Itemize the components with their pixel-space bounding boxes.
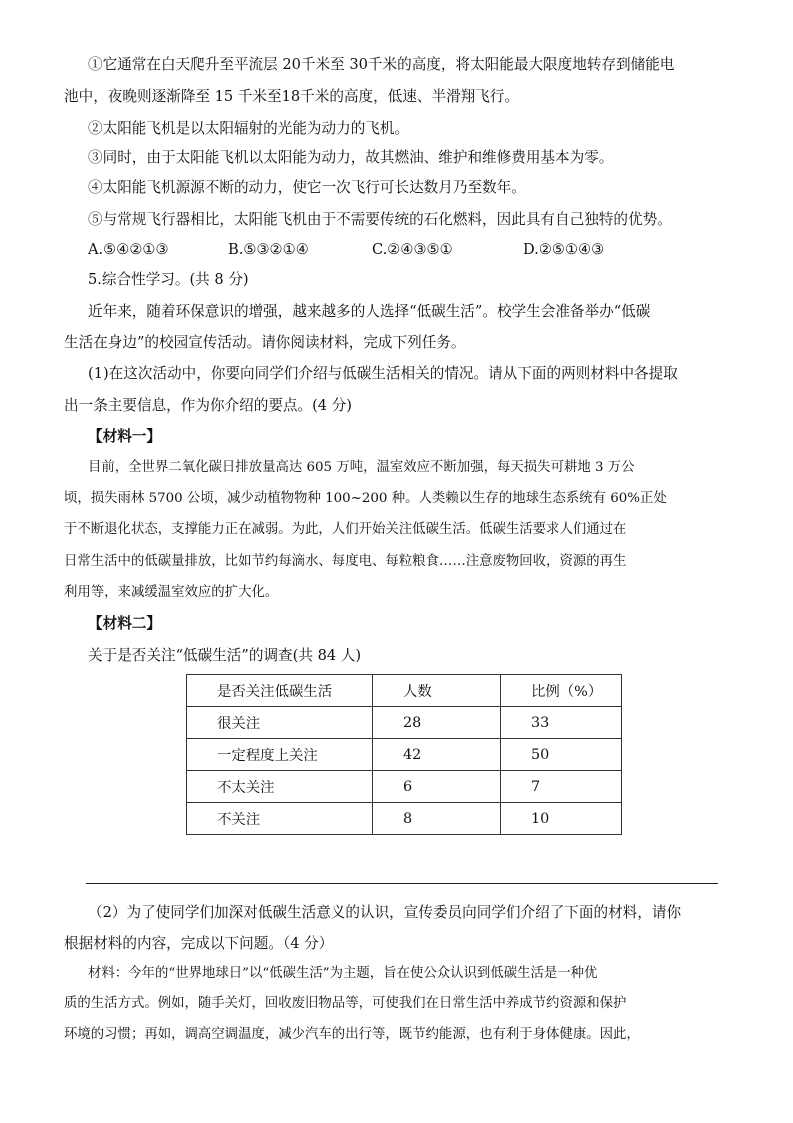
material-1-line: 目前，全世界二氧化碳日排放量高达 605 万吨，温室效应不断加强，每天损失可耕地 3 万公	[88, 460, 635, 475]
table-cell: 不关注	[187, 803, 373, 835]
question-5-intro-line1: 近年来，随着环保意识的增强，越来越多的人选择“低碳生活”。校学生会准备举办“低碳	[88, 303, 651, 320]
sentence-1b: 池中，夜晚则逐渐降至 15 千米至18千米的高度，低速、半滑翔飞行。	[64, 88, 520, 105]
survey-table	[186, 674, 622, 835]
sentence-1a: ①它通常在白天爬升至平流层 20千米至 30千米的高度，将太阳能最大限度地转存到储能电	[88, 56, 675, 73]
section-divider	[86, 883, 718, 884]
material-2-heading: 【材料二】	[88, 615, 161, 632]
material-3-line: 质的生活方式。例如，随手关灯，回收废旧物品等，可使我们在日常生活中养成节约资源和保护	[64, 996, 627, 1011]
table-header-row	[187, 675, 622, 707]
table-cell: 7	[501, 771, 622, 803]
task-1-line1: (1)在这次活动中，你要向同学们介绍与低碳生活相关的情况。请从下面的两则材料中各提取	[88, 365, 678, 382]
table-cell: 10	[501, 803, 622, 835]
table-header-cell: 是否关注低碳生活	[187, 675, 373, 707]
answer-option-b: B.⑤③②①④	[228, 241, 309, 258]
table-cell: 一定程度上关注	[187, 739, 373, 771]
sentence-4: ④太阳能飞机源源不断的动力，使它一次飞行可长达数月乃至数年。	[88, 179, 526, 196]
sentence-5: ⑤与常规飞行器相比，太阳能飞机由于不需要传统的石化燃料，因此具有自己独特的优势。	[88, 211, 672, 228]
material-3-line: 环境的习惯；再如，调高空调温度，减少汽车的出行等，既节约能源，也有利于身体健康。因此，	[64, 1027, 640, 1042]
table-row	[187, 771, 622, 803]
task-2-line1: （2）为了使同学们加深对低碳生活意义的认识，宣传委员向同学们介绍了下面的材料，请你	[88, 904, 682, 921]
answer-option-c: C.②④③⑤①	[372, 241, 453, 258]
table-cell: 8	[373, 803, 501, 835]
table-cell: 50	[501, 739, 622, 771]
material-3-line: 材料：今年的“世界地球日”以“低碳生活”为主题，旨在使公众认识到低碳生活是一种优	[88, 966, 598, 981]
table-cell: 42	[373, 739, 501, 771]
question-5-title: 5.综合性学习。(共 8 分)	[88, 271, 249, 288]
survey-title: 关于是否关注“低碳生活”的调查(共 84 人)	[88, 647, 362, 664]
material-1-heading: 【材料一】	[88, 428, 161, 445]
task-2-line2: 根据材料的内容，完成以下问题。（4 分）	[64, 935, 334, 952]
answer-option-a: A.⑤④②①③	[88, 241, 169, 258]
material-1-line: 利用等，来减缓温室效应的扩大化。	[64, 585, 279, 600]
table-cell: 很关注	[187, 707, 373, 739]
material-1-line: 顷，损失雨林 5700 公顷，减少动植物物种 100~200 种。人类赖以生存的地球生态系统有 60%正处	[64, 491, 667, 506]
table-header-cell: 人数	[373, 675, 501, 707]
task-1-line2: 出一条主要信息，作为你介绍的要点。(4 分)	[64, 397, 353, 414]
sentence-2: ②太阳能飞机是以太阳辐射的光能为动力的飞机。	[88, 120, 410, 137]
table-header-cell: 比例（%）	[501, 675, 622, 707]
question-5-intro-line2: 生活在身边”的校园宣传活动。请你阅读材料，完成下列任务。	[64, 334, 466, 351]
table-cell: 6	[373, 771, 501, 803]
answer-option-d: D.②⑤①④③	[523, 241, 605, 258]
material-1-line: 日常生活中的低碳量排放，比如节约每滴水、每度电、每粒粮食……注意废物回收，资源的再生	[64, 554, 627, 569]
table-row	[187, 707, 622, 739]
table-row	[187, 803, 622, 835]
table-cell: 33	[501, 707, 622, 739]
sentence-3: ③同时，由于太阳能飞机以太阳能为动力，故其燃油、维护和维修费用基本为零。	[88, 149, 614, 166]
table-row	[187, 739, 622, 771]
table-cell: 28	[373, 707, 501, 739]
table-cell: 不太关注	[187, 771, 373, 803]
material-1-line: 于不断退化状态，支撑能力正在减弱。为此，人们开始关注低碳生活。低碳生活要求人们通过在	[64, 522, 627, 537]
